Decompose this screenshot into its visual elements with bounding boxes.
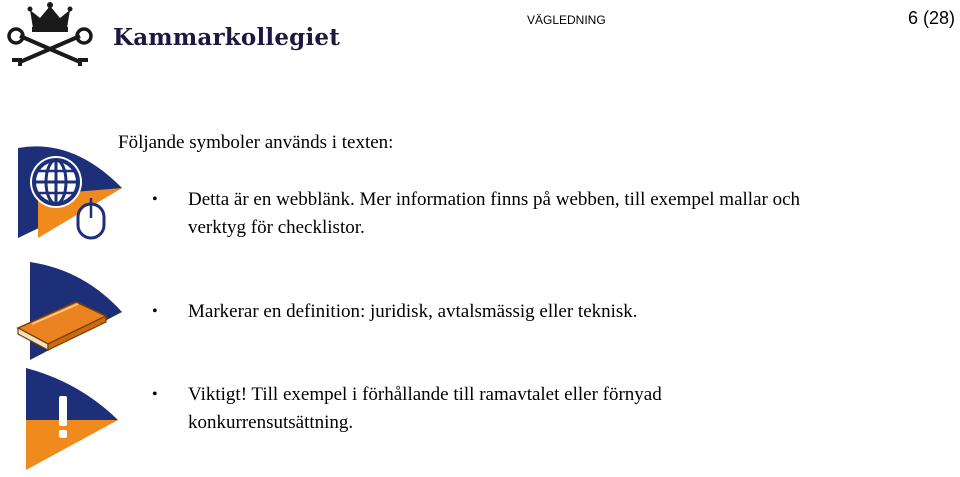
bullet: • [152, 303, 158, 320]
symbol-description: Markerar en definition: juridisk, avtalsmässig eller teknisk. [188, 301, 638, 322]
bullet: • [152, 191, 158, 208]
symbol-description: Viktigt! Till exempel i förhållande till ramavtalet eller förnyad konkurrensutsättning. [188, 384, 662, 433]
crown-crossed-keys-icon [0, 0, 100, 72]
bullet: • [152, 386, 158, 403]
exclamation-warning-icon [24, 368, 120, 477]
intro-text: Följande symboler används i texten: [118, 132, 394, 153]
page-number: 6 (28) [907, 8, 955, 28]
brand-name: Kammarkollegiet [113, 24, 341, 51]
book-definition-icon [14, 262, 124, 367]
document-type: VÄGLEDNING [527, 13, 606, 27]
web-globe-mouse-icon [18, 140, 124, 245]
logo [0, 0, 100, 72]
symbol-description: Detta är en webblänk. Mer information finns på webben, till exempel mallar och verktyg för checklistor. [188, 189, 801, 238]
